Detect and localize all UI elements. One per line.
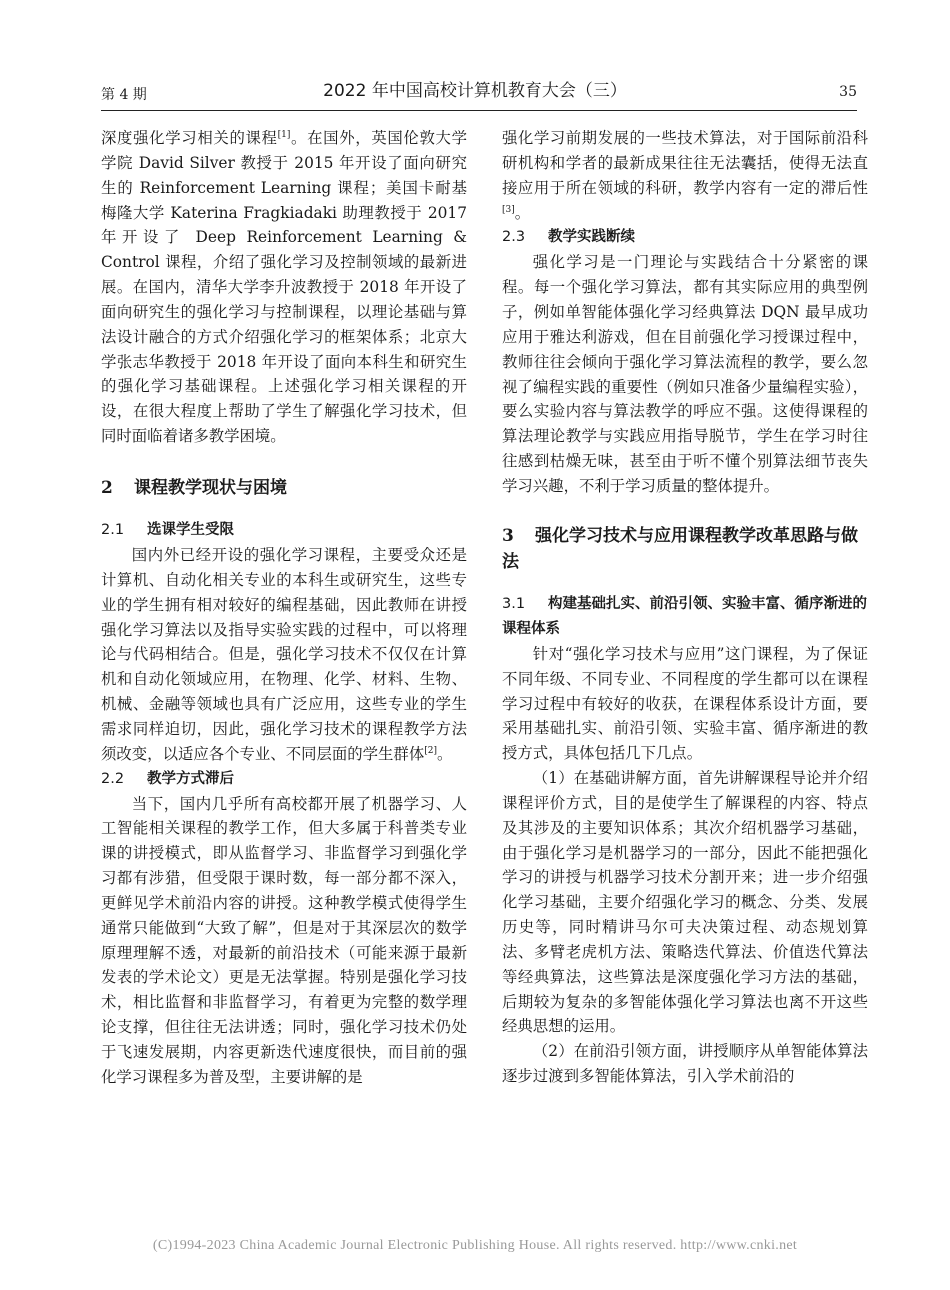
section-2-1-paragraph: 国内外已经开设的强化学习课程，主要受众还是计算机、自动化相关专业的本科生或研究生，这些专业的学生拥有相对较好的编程基础，因此教师在讲授强化学习算法以及指导实验实践的过程中，可以将理论与代码相结合。但是，强化学习技术不仅仅在计算机和自动化领域应用，在物理、化学、材料、生物、机械、金融等领域也具有广泛应用，这些专业的学生需求同样迫切，因此，强化学习技术的课程教学方法须改变，以适应各个专业、不同层面的学生群体[2]。 — [101, 545, 467, 763]
journal-title: 2022 年中国高校计算机教育大会（三） — [323, 81, 627, 101]
right-column — [502, 126, 868, 1089]
list-item-2: （2）在前沿引领方面，讲授顺序从单智能体算法逐步过渡到多智能体算法，引入学术前沿的 — [502, 1042, 868, 1086]
copyright-watermark: (C)1994-2023 China Academic Journal Electronic Publishing House. All rights reserved. http://www.cnki.net — [152, 1238, 798, 1253]
header-rule — [101, 110, 857, 111]
intro-paragraph: 深度强化学习相关的课程[1]。在国外，英国伦敦大学学院 David Silver 教授于 2015 年开设了面向研究生的 Reinforcement Learning 课程；美国卡耐基梅隆大学 Katerina Fragkiadaki 助理教授于 2017 年开设了 Deep Reinforcement Learning & Control 课程，介绍了强化学习及控制领域的最新进展。在国内，清华大学李升波教授于 2018 年开设了面向研究生的强化学习与控制课程，以理论基础与算法设计融合的方式介绍强化学习的框架体系；北京大学张志华教授于 2018 年开设了面向本科生和研究生的强化学习基础课程。上述强化学习相关课程的开设，在很大程度上帮助了学生了解强化学习技术，但同时面临着诸多教学困境。 — [101, 129, 467, 446]
section-3-heading: 3 强化学习技术与应用课程教学改革思路与做法 — [502, 525, 858, 572]
section-2-3-paragraph: 强化学习是一门理论与实践结合十分紧密的课程。每一个强化学习算法，都有其实际应用的典型例子，例如单智能体强化学习经典算法 DQN 最早成功应用于雅达利游戏，但在目前强化学习授课过程中，教师往往会倾向于强化学习算法流程的教学，要么忽视了编程实践的重要性（例如只准备少量编程实验），要么实验内容与算法教学的呼应不强。这使得课程的算法理论教学与实践应用指导脱节，学生在学习时往往感到枯燥无味，甚至由于听不懂个别算法细节丧失学习兴趣，不利于学习质量的整体提升。 — [502, 253, 868, 495]
section-2-heading: 2 课程教学现状与困境 — [101, 477, 287, 498]
section-2-3-heading: 2.3 教学实践断续 — [502, 229, 635, 246]
left-column — [101, 126, 467, 1090]
citation-2: [2] — [424, 745, 437, 756]
citation-1: [1] — [277, 129, 291, 140]
section-3-1-paragraph: 针对“强化学习技术与应用”这门课程，为了保证不同年级、不同专业、不同程度的学生都可以在课程学习过程中有较好的收获，在课程体系设计方面，要采用基础扎实、前沿引领、实验丰富、循序渐进的教授方式，具体包括几下几点。 — [502, 644, 868, 763]
section-2-1-heading: 2.1 选课学生受限 — [101, 521, 234, 538]
section-3-1-heading: 3.1 构建基础扎实、前沿引领、实验丰富、循序渐进的课程体系 — [502, 595, 867, 637]
continued-paragraph: 强化学习前期发展的一些技术算法，对于国际前沿科研机构和学者的最新成果往往无法囊括，使得无法直接应用于所在领域的科研，教学内容有一定的滞后性[3]。 — [502, 129, 868, 222]
section-2-2-paragraph: 当下，国内几乎所有高校都开展了机器学习、人工智能相关课程的教学工作，但大多属于科普类专业课的讲授模式，即从监督学习、非监督学习到强化学习都有涉猎，但受限于课时数，每一部分都不深入，更鲜见学术前沿内容的讲授。这种教学模式使得学生通常只能做到“大致了解”，但是对于其深层次的数学原理理解不透，对最新的前沿技术（可能来源于最新发表的学术论文）更是无法掌握。特别是强化学习技术，相比监督和非监督学习，有着更为完整的数学理论支撑，但往往无法讲透；同时，强化学习技术仍处于飞速发展期，内容更新迭代速度很快，而目前的强化学习课程多为普及型，主要讲解的是 — [101, 794, 467, 1086]
issue-number: 第 4 期 — [101, 87, 147, 103]
page-header — [0, 74, 950, 108]
citation-3: [3] — [502, 204, 515, 215]
page-number: 35 — [839, 84, 857, 100]
list-item-1: （1）在基础讲解方面，首先讲解课程导论并介绍课程评价方式，目的是使学生了解课程的内容、特点及其涉及的主要知识体系；其次介绍机器学习基础，由于强化学习是机器学习的一部分，因此不能把强化学习的讲授与机器学习技术分割开来；进一步介绍强化学习基础，主要介绍强化学习的概念、分类、发展历史等，同时精讲马尔可夫决策过程、动态规划算法、多臂老虎机方法、策略迭代算法、价值迭代算法等经典算法，这些算法是深度强化学习方法的基础，后期较为复杂的多智能体强化学习算法也离不开这些经典思想的运用。 — [502, 769, 868, 1036]
section-2-2-heading: 2.2 教学方式滞后 — [101, 770, 234, 787]
